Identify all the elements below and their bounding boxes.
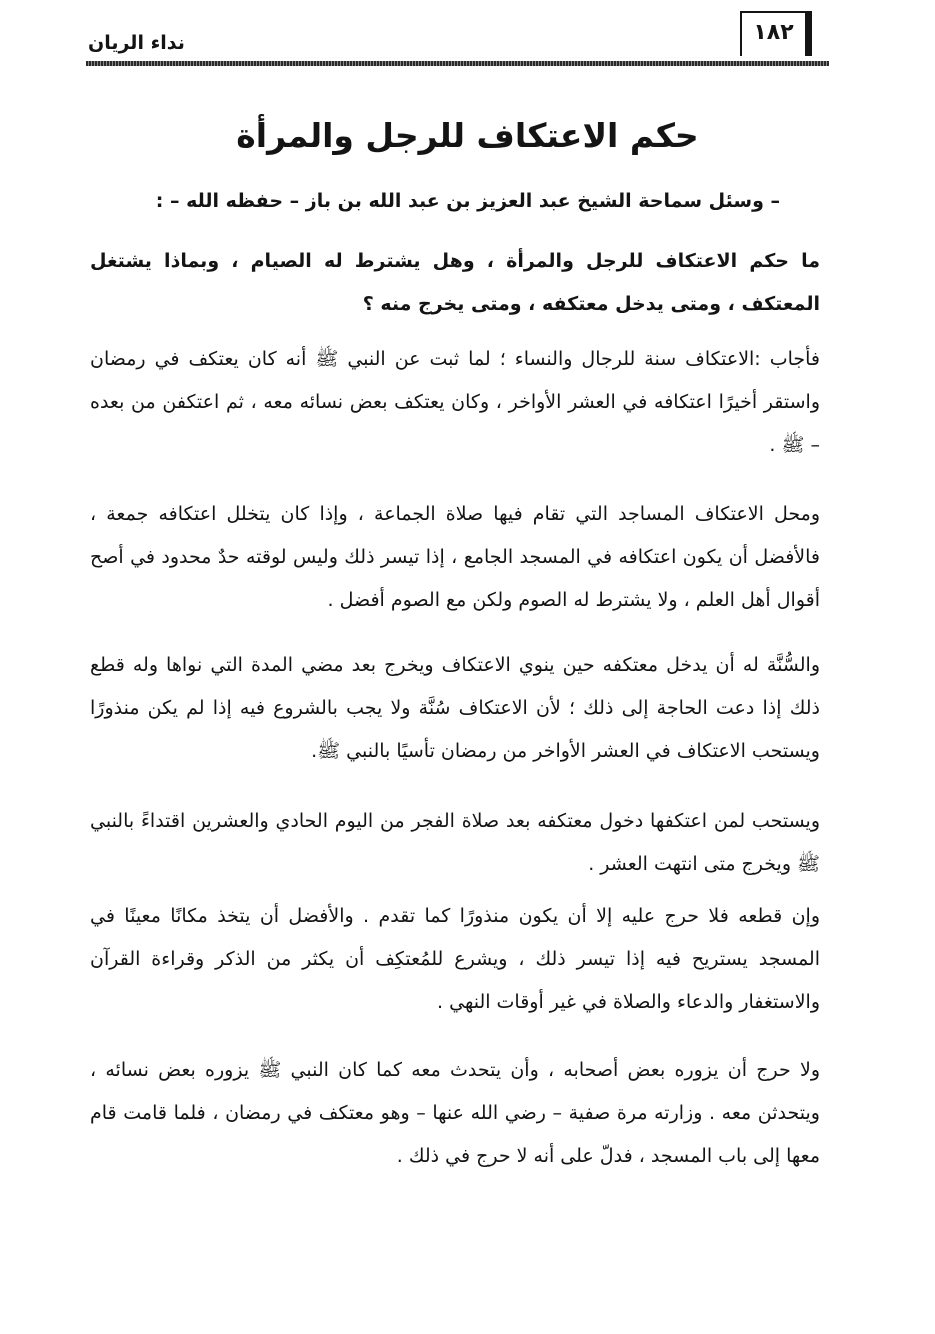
article-title: حكم الاعتكاف للرجل والمرأة — [236, 116, 699, 155]
answer-paragraph-2: ومحل الاعتكاف المساجد التي تقام فيها صلاة الجماعة ، وإذا كان يتخلل اعتكافه جمعة ، فالأفضل أن يكون اعتكافه في المسجد الجامع ، إذا تيسر ذلك وليس لوقته حدٌ محدود في أصح أقوال أهل العلم ، ولا يشترط له الصوم ولكن مع الصوم أفضل . — [90, 503, 820, 611]
answer-paragraph-3: والسُّنَّة له أن يدخل معتكفه حين ينوي الاعتكاف ويخرج بعد مضي المدة التي نواها وله قطع ذلك إذا دعت الحاجة إلى ذلك ؛ لأن الاعتكاف سُنَّة ولا يجب بالشروع فيه إذا لم يكن منذورًا ويستحب الاعتكاف في العشر الأواخر من رمضان تأسيًا بالنبي ﷺ. — [90, 654, 820, 762]
answer-paragraph-5: وإن قطعه فلا حرج عليه إلا أن يكون منذورًا كما تقدم . والأفضل أن يتخذ مكانًا معينًا في المسجد يستريح فيه إذا تيسر ذلك ، ويشرع للمُعتكِف أن يكثر من الذكر وقراءة القرآن والاستغفار والدعاء والصلاة في غير أوقات النهي . — [90, 905, 820, 1013]
header-rule — [86, 61, 829, 66]
answer-paragraph-1: فأجاب :الاعتكاف سنة للرجال والنساء ؛ لما ثبت عن النبي ﷺ أنه كان يعتكف في رمضان واستقر أخيرًا اعتكافه في العشر الأواخر ، وكان يعتكف بعض نسائه معه ، ثم اعتكفن من بعده – ﷺ . — [90, 348, 820, 456]
answer-paragraph-6: ولا حرج أن يزوره بعض أصحابه ، وأن يتحدث معه كما كان النبي ﷺ يزوره بعض نسائه ، ويتحدثن معه . وزارته مرة صفية – رضي الله عنها – وهو معتكف في رمضان ، فلما قامت قام معها إلى باب المسجد ، فدلّ على أنه لا حرج في ذلك . — [90, 1059, 820, 1167]
running-title: نداء الريان — [88, 32, 185, 54]
page-number: ١٨٢ — [740, 11, 812, 56]
answer-paragraph-4: ويستحب لمن اعتكفها دخول معتكفه بعد صلاة الفجر من اليوم الحادي والعشرين اقتداءً بالنبي ﷺ ويخرج متى انتهت العشر . — [90, 810, 820, 875]
attribution-line: – وسئل سماحة الشيخ عبد العزيز بن عبد الله بن باز – حفظه الله – : — [155, 190, 780, 212]
question-paragraph: ما حكم الاعتكاف للرجل والمرأة ، وهل يشترط له الصيام ، وبماذا يشتغل المعتكف ، ومتى يدخل معتكفه ، ومتى يخرج منه ؟ — [90, 250, 820, 315]
